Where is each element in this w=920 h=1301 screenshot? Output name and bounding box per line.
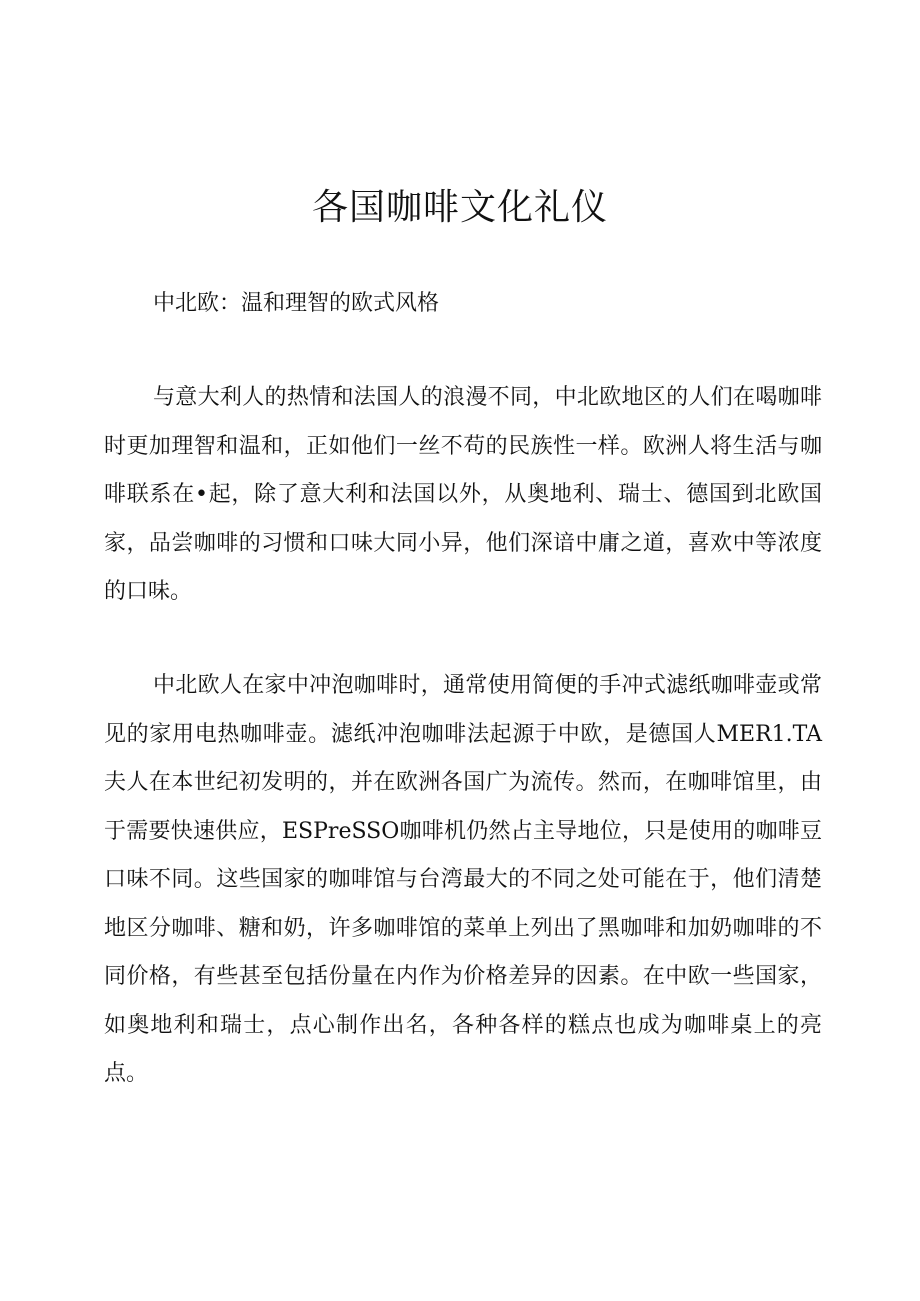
page-title: 各国咖啡文化礼仪	[311, 187, 608, 228]
section-heading: 中北欧：温和理智的欧式风格	[153, 291, 440, 316]
paragraph-2: 中北欧人在家中冲泡咖啡时，通常使用简便的手冲式滤纸咖啡壶或常见的家用电热咖啡壶。滤纸冲泡咖啡法起源于中欧，是德国人MER1.TA夫人在本世纪初发明的，并在欧洲各国广为流传。然而，在咖啡馆里，由于需要快速供应，ESPreSSO咖啡机仍然占主导地位，只是使用的咖啡豆口味不同。这些国家的咖啡馆与台湾最大的不同之处可能在于，他们清楚地区分咖啡、糖和奶，许多咖啡馆的菜单上列出了黑咖啡和加奶咖啡的不同价格，有些甚至包括份量在内作为价格差异的因素。在中欧一些国家，如奥地利和瑞士，点心制作出名，各种各样的糕点也成为咖啡桌上的亮点。	[104, 673, 822, 1086]
paragraph-1: 与意大利人的热情和法国人的浪漫不同，中北欧地区的人们在喝咖啡时更加理智和温和，正如他们一丝不苟的民族性一样。欧洲人将生活与咖啡联系在•起，除了意大利和法国以外，从奥地利、瑞士、德国到北欧国家，品尝咖啡的习惯和口味大同小异，他们深谙中庸之道，喜欢中等浓度的口味。	[104, 385, 822, 604]
